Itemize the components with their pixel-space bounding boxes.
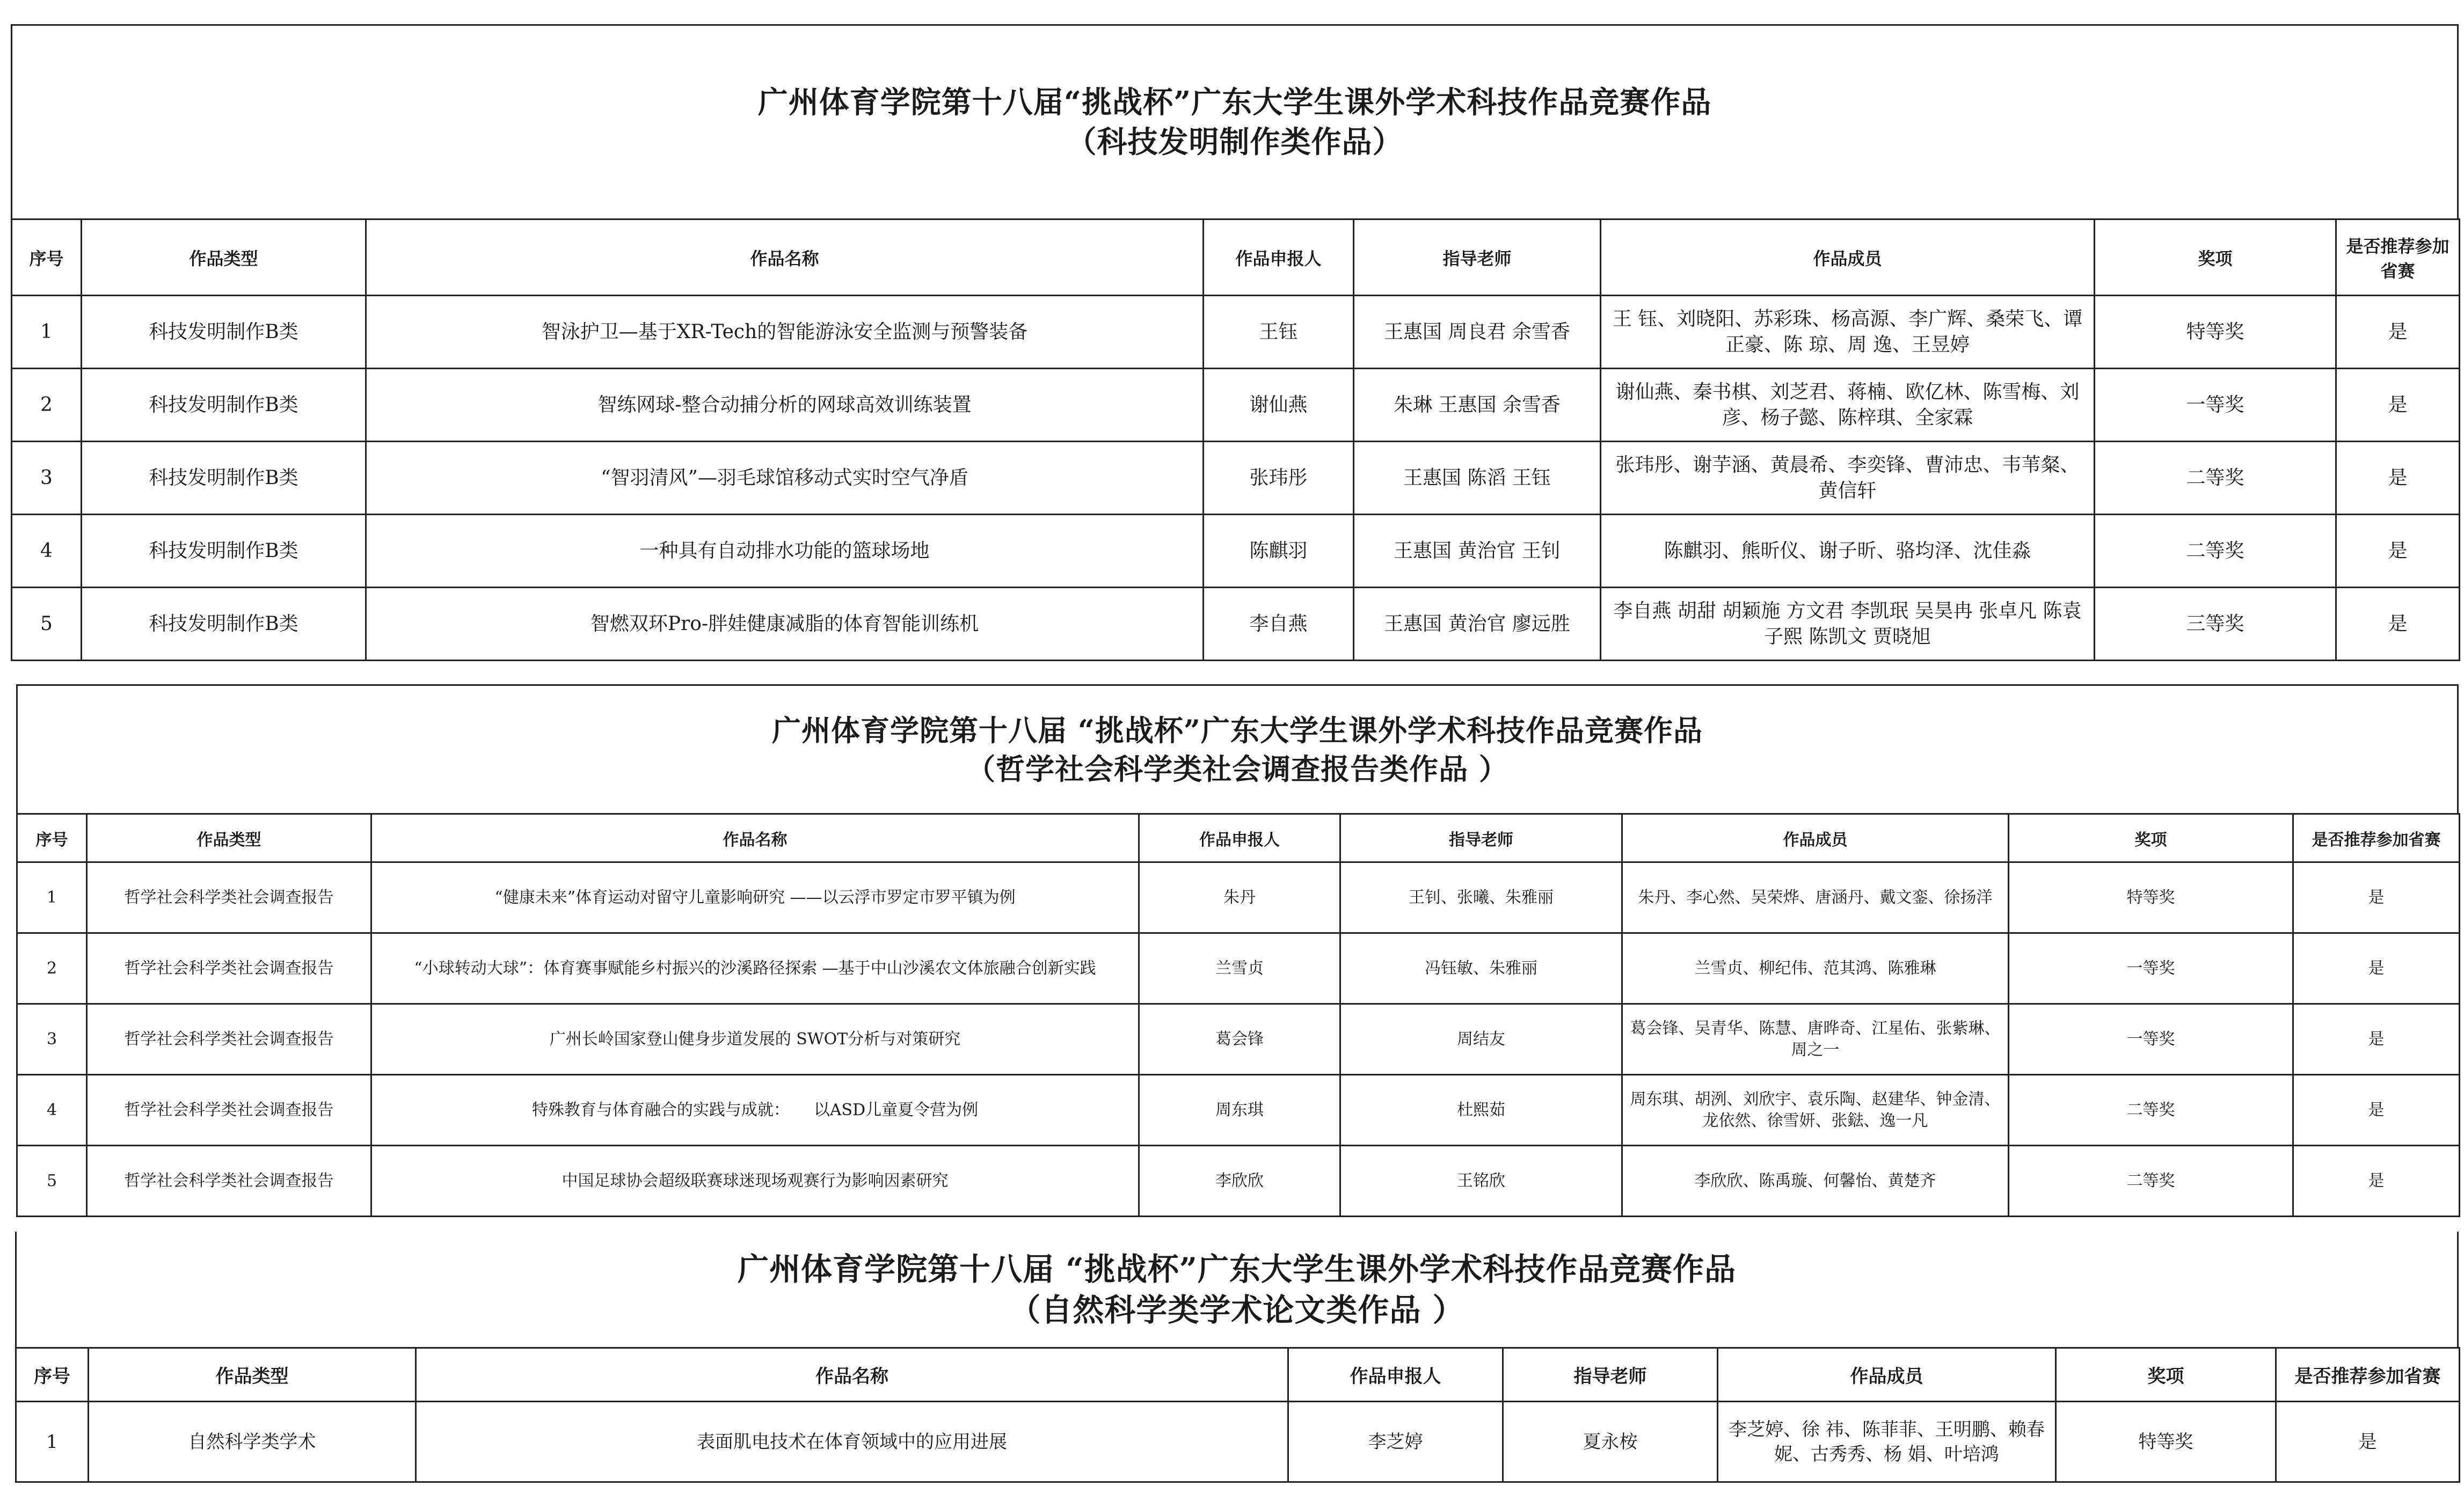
cell-members: 李欣欣、陈禹璇、何馨怡、黄楚齐 (1622, 1146, 2009, 1217)
cell-recommend: 是 (2336, 588, 2460, 661)
cell-advisor: 王惠国 黄治官 王钊 (1354, 515, 1601, 588)
header-members: 作品成员 (1718, 1348, 2056, 1402)
cell-applicant: 陈麒羽 (1204, 515, 1354, 588)
section-social-survey (16, 684, 2459, 1217)
cell-recommend: 是 (2336, 442, 2460, 515)
cell-award: 一等奖 (2009, 1004, 2293, 1075)
cell-members: 葛会锋、吴青华、陈慧、唐晔奇、江星佑、张紫琳、周之一 (1622, 1004, 2009, 1075)
header-index: 序号 (16, 1348, 89, 1402)
cell-applicant: 谢仙燕 (1204, 369, 1354, 442)
cell-award: 二等奖 (2095, 442, 2336, 515)
cell-index: 3 (17, 1004, 87, 1075)
section-title (11, 24, 2459, 218)
cell-work-name: 智练网球-整合动捕分析的网球高效训练装置 (366, 369, 1204, 442)
cell-index: 5 (12, 588, 82, 661)
header-applicant: 作品申报人 (1204, 219, 1354, 296)
cell-type: 科技发明制作B类 (82, 296, 366, 369)
section-natural-science (15, 1232, 2459, 1483)
header-recommend: 是否推荐参加省赛 (2276, 1348, 2460, 1402)
section-title-main: 广州体育学院第十八届“挑战杯”广东大学生课外学术科技作品竞赛作品 (757, 84, 1712, 120)
cell-applicant: 张玮彤 (1204, 442, 1354, 515)
header-type: 作品类型 (82, 219, 366, 296)
cell-index: 1 (16, 1402, 89, 1482)
cell-type: 哲学社会科学类社会调查报告 (87, 933, 371, 1004)
cell-advisor: 夏永桉 (1503, 1402, 1718, 1482)
header-award: 奖项 (2009, 814, 2293, 862)
cell-members: 张玮彤、谢芋涵、黄晨希、李奕锋、曹沛忠、韦苇粲、黄信轩 (1601, 442, 2095, 515)
header-advisor: 指导老师 (1340, 814, 1622, 862)
cell-work-name: 中国足球协会超级联赛球迷现场观赛行为影响因素研究 (371, 1146, 1139, 1217)
cell-award: 特等奖 (2009, 862, 2293, 933)
cell-recommend: 是 (2276, 1402, 2460, 1482)
table-row (12, 369, 2460, 442)
header-index: 序号 (12, 219, 82, 296)
cell-award: 一等奖 (2009, 933, 2293, 1004)
cell-index: 1 (17, 862, 87, 933)
cell-work-name: 一种具有自动排水功能的篮球场地 (366, 515, 1204, 588)
cell-recommend: 是 (2336, 369, 2460, 442)
cell-index: 5 (17, 1146, 87, 1217)
cell-award: 二等奖 (2095, 515, 2336, 588)
header-work-name: 作品名称 (366, 219, 1204, 296)
cell-members: 王 钰、刘晓阳、苏彩珠、杨高源、李广辉、桑荣飞、谭正豪、陈 琼、周 逸、王昱婷 (1601, 296, 2095, 369)
section-subtitle: （自然科学类学术论文类作品 ） (1009, 1291, 1464, 1328)
cell-work-name: 特殊教育与体育融合的实践与成就： 以ASD儿童夏令营为例 (371, 1075, 1139, 1146)
table-header-row (17, 814, 2460, 862)
header-work-name: 作品名称 (371, 814, 1139, 862)
section-title (16, 684, 2459, 813)
header-work-name: 作品名称 (416, 1348, 1288, 1402)
header-type: 作品类型 (87, 814, 371, 862)
cell-members: 朱丹、李心然、吴荣烨、唐涵丹、戴文銮、徐扬洋 (1622, 862, 2009, 933)
cell-advisor: 杜熙茹 (1340, 1075, 1622, 1146)
cell-work-name: 智燃双环Pro-胖娃健康减脂的体育智能训练机 (366, 588, 1204, 661)
cell-work-name: “健康未来”体育运动对留守儿童影响研究 ——以云浮市罗定市罗平镇为例 (371, 862, 1139, 933)
cell-recommend: 是 (2293, 933, 2460, 1004)
cell-type: 哲学社会科学类社会调查报告 (87, 1146, 371, 1217)
cell-advisor: 冯钰敏、朱雅丽 (1340, 933, 1622, 1004)
header-recommend: 是否推荐参加省赛 (2336, 219, 2460, 296)
cell-recommend: 是 (2336, 296, 2460, 369)
table-row (17, 933, 2460, 1004)
cell-award: 特等奖 (2056, 1402, 2276, 1482)
header-members: 作品成员 (1622, 814, 2009, 862)
cell-index: 2 (17, 933, 87, 1004)
cell-index: 2 (12, 369, 82, 442)
table-row (16, 1402, 2460, 1482)
table-row (12, 515, 2460, 588)
cell-type: 自然科学类学术 (89, 1402, 416, 1482)
table-row (17, 1004, 2460, 1075)
header-index: 序号 (17, 814, 87, 862)
cell-recommend: 是 (2293, 862, 2460, 933)
section-tech-invention (11, 24, 2459, 661)
cell-award: 三等奖 (2095, 588, 2336, 661)
cell-members: 陈麒羽、熊昕仪、谢子昕、骆均泽、沈佳淼 (1601, 515, 2095, 588)
header-award: 奖项 (2095, 219, 2336, 296)
cell-type: 哲学社会科学类社会调查报告 (87, 862, 371, 933)
cell-advisor: 王惠国 陈滔 王钰 (1354, 442, 1601, 515)
cell-applicant: 李欣欣 (1139, 1146, 1340, 1217)
table-row (17, 862, 2460, 933)
cell-type: 哲学社会科学类社会调查报告 (87, 1004, 371, 1075)
cell-members: 周东琪、胡洌、刘欣宇、袁乐陶、赵建华、钟金清、龙依然、徐雪妍、张鍅、逸一凡 (1622, 1075, 2009, 1146)
cell-award: 二等奖 (2009, 1075, 2293, 1146)
cell-applicant: 李自燕 (1204, 588, 1354, 661)
cell-type: 科技发明制作B类 (82, 515, 366, 588)
header-advisor: 指导老师 (1354, 219, 1601, 296)
cell-applicant: 葛会锋 (1139, 1004, 1340, 1075)
cell-advisor: 王钊、张曦、朱雅丽 (1340, 862, 1622, 933)
table-header-row (12, 219, 2460, 296)
cell-members: 李芝婷、徐 祎、陈菲菲、王明鹏、赖春妮、古秀秀、杨 娟、叶培鸿 (1718, 1402, 2056, 1482)
cell-award: 一等奖 (2095, 369, 2336, 442)
header-applicant: 作品申报人 (1139, 814, 1340, 862)
cell-work-name: 广州长岭国家登山健身步道发展的 SWOT分析与对策研究 (371, 1004, 1139, 1075)
awards-table (11, 218, 2460, 661)
cell-applicant: 王钰 (1204, 296, 1354, 369)
cell-advisor: 王铭欣 (1340, 1146, 1622, 1217)
header-members: 作品成员 (1601, 219, 2095, 296)
cell-members: 兰雪贞、柳纪伟、范其鸿、陈雅琳 (1622, 933, 2009, 1004)
table-row (12, 442, 2460, 515)
cell-applicant: 兰雪贞 (1139, 933, 1340, 1004)
cell-work-name: “小球转动大球”：体育赛事赋能乡村振兴的沙溪路径探索 —基于中山沙溪农文体旅融合创新实践 (371, 933, 1139, 1004)
cell-recommend: 是 (2293, 1004, 2460, 1075)
table-row (17, 1146, 2460, 1217)
cell-advisor: 朱琳 王惠国 余雪香 (1354, 369, 1601, 442)
awards-table (15, 1347, 2460, 1483)
table-row (12, 588, 2460, 661)
cell-recommend: 是 (2336, 515, 2460, 588)
cell-type: 科技发明制作B类 (82, 369, 366, 442)
section-title (15, 1232, 2459, 1347)
cell-work-name: 表面肌电技术在体育领域中的应用进展 (416, 1402, 1288, 1482)
table-header-row (16, 1348, 2460, 1402)
section-subtitle: （科技发明制作类作品） (1066, 124, 1403, 160)
section-title-main: 广州体育学院第十八届 “挑战杯”广东大学生课外学术科技作品竞赛作品 (772, 713, 1703, 748)
table-row (12, 296, 2460, 369)
cell-type: 哲学社会科学类社会调查报告 (87, 1075, 371, 1146)
awards-table (16, 813, 2460, 1217)
cell-index: 1 (12, 296, 82, 369)
cell-work-name: 智泳护卫—基于XR-Tech的智能游泳安全监测与预警装备 (366, 296, 1204, 369)
section-subtitle: （哲学社会科学类社会调查报告类作品 ） (966, 751, 1508, 786)
cell-applicant: 李芝婷 (1288, 1402, 1503, 1482)
cell-index: 3 (12, 442, 82, 515)
cell-advisor: 王惠国 黄治官 廖远胜 (1354, 588, 1601, 661)
section-title-main: 广州体育学院第十八届 “挑战杯”广东大学生课外学术科技作品竞赛作品 (738, 1250, 1736, 1287)
cell-members: 谢仙燕、秦书棋、刘芝君、蒋楠、欧亿林、陈雪梅、刘彦、杨子懿、陈梓琪、全家霖 (1601, 369, 2095, 442)
cell-advisor: 周结友 (1340, 1004, 1622, 1075)
header-applicant: 作品申报人 (1288, 1348, 1503, 1402)
cell-applicant: 朱丹 (1139, 862, 1340, 933)
cell-type: 科技发明制作B类 (82, 588, 366, 661)
cell-advisor: 王惠国 周良君 余雪香 (1354, 296, 1601, 369)
header-recommend: 是否推荐参加省赛 (2293, 814, 2460, 862)
cell-type: 科技发明制作B类 (82, 442, 366, 515)
cell-recommend: 是 (2293, 1075, 2460, 1146)
table-row (17, 1075, 2460, 1146)
cell-award: 二等奖 (2009, 1146, 2293, 1217)
cell-members: 李自燕 胡甜 胡颖施 方文君 李凯珉 吴昊冉 张卓凡 陈袁子熙 陈凯文 贾晓旭 (1601, 588, 2095, 661)
cell-applicant: 周东琪 (1139, 1075, 1340, 1146)
header-award: 奖项 (2056, 1348, 2276, 1402)
cell-index: 4 (17, 1075, 87, 1146)
cell-work-name: “智羽清风”—羽毛球馆移动式实时空气净盾 (366, 442, 1204, 515)
cell-award: 特等奖 (2095, 296, 2336, 369)
cell-recommend: 是 (2293, 1146, 2460, 1217)
header-advisor: 指导老师 (1503, 1348, 1718, 1402)
header-type: 作品类型 (89, 1348, 416, 1402)
cell-index: 4 (12, 515, 82, 588)
